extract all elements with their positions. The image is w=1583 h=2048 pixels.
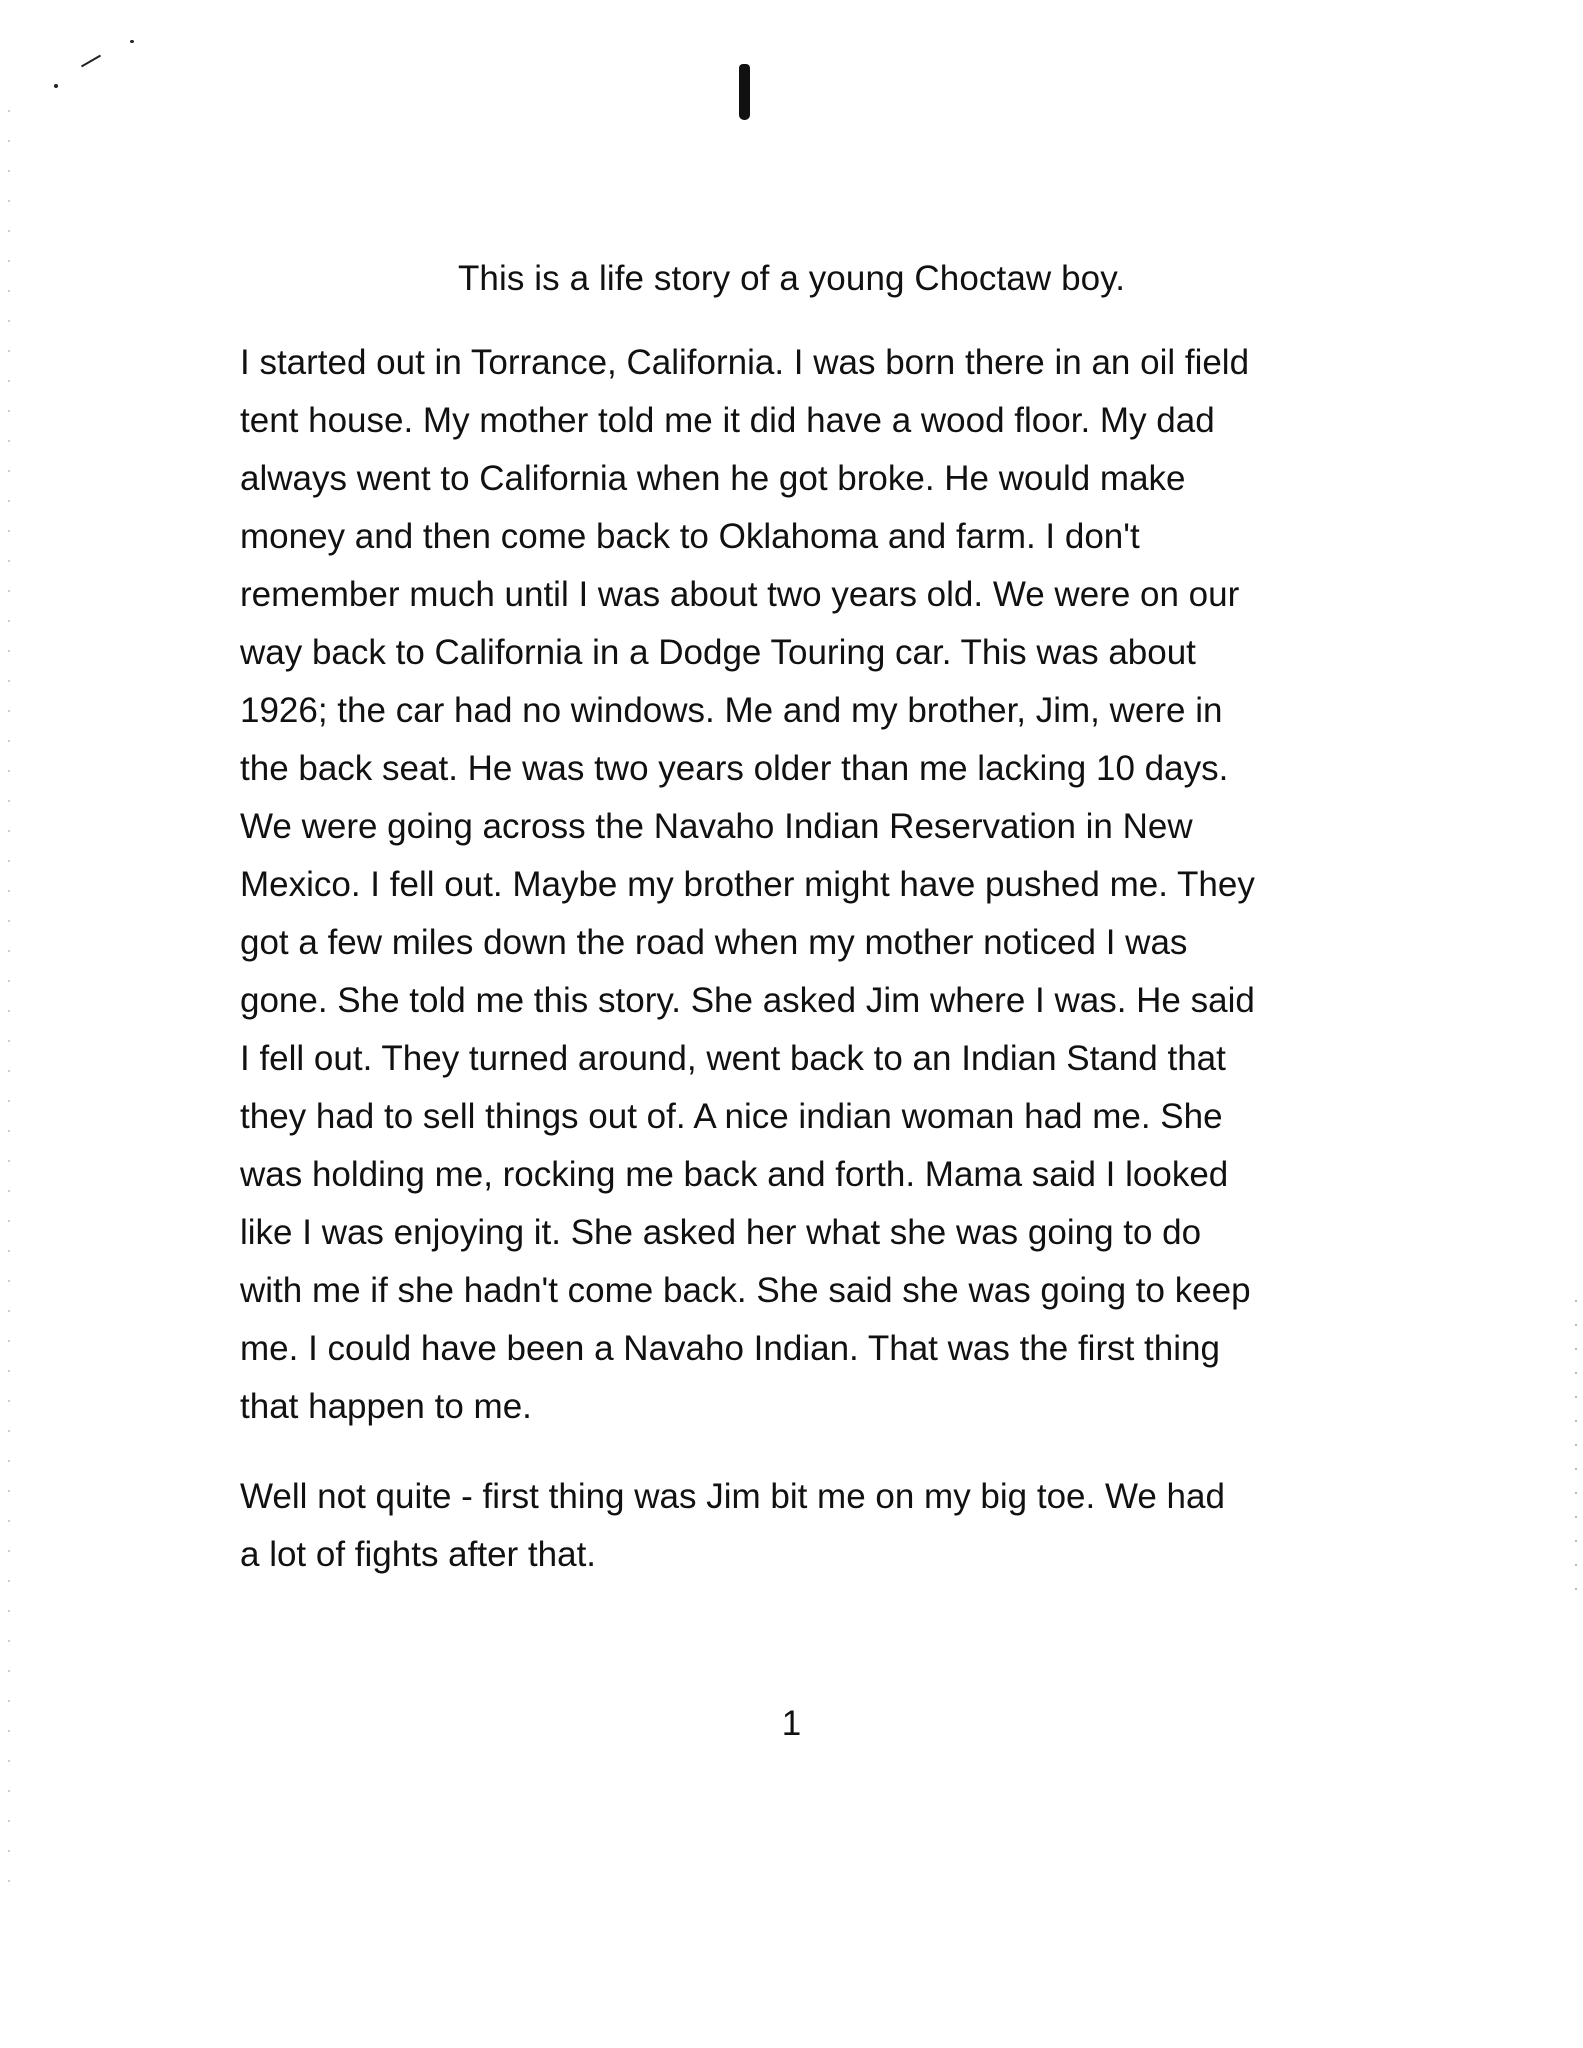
scan-mark-top — [739, 64, 750, 120]
text-line: Mexico. I fell out. Maybe my brother might have pushed me. They — [240, 865, 1255, 904]
text-line: that happen to me. — [240, 1387, 532, 1426]
text-line: was holding me, rocking me back and forth. Mama said I looked — [240, 1155, 1229, 1194]
paragraph-1 — [240, 334, 1370, 1436]
text-line: the back seat. He was two years older than me lacking 10 days. — [240, 749, 1229, 788]
document-title: This is a life story of a young Choctaw boy. — [457, 259, 1126, 298]
scan-speck — [54, 84, 58, 88]
scan-speck — [130, 40, 134, 43]
text-line: I started out in Torrance, California. I was born there in an oil field — [240, 343, 1250, 382]
text-line: they had to sell things out of. A nice indian woman had me. She — [240, 1097, 1223, 1136]
text-line: 1926; the car had no windows. Me and my brother, Jim, were in — [240, 691, 1223, 730]
text-line: a lot of fights after that. — [240, 1535, 597, 1574]
scan-speck — [81, 55, 101, 68]
text-line: like I was enjoying it. She asked her what she was going to do — [240, 1213, 1202, 1252]
text-line: We were going across the Navaho Indian Reservation in New — [240, 807, 1193, 846]
text-line: me. I could have been a Navaho Indian. That was the first thing — [240, 1329, 1220, 1368]
text-line: money and then come back to Oklahoma and farm. I don't — [240, 517, 1140, 556]
text-line: got a few miles down the road when my mother noticed I was — [240, 923, 1188, 962]
scan-margin-dots — [8, 110, 10, 1910]
text-line: way back to California in a Dodge Touring car. This was about — [240, 633, 1196, 672]
text-line: Well not quite - first thing was Jim bit me on my big toe. We had — [240, 1477, 1225, 1516]
text-line: remember much until I was about two years old. We were on our — [240, 575, 1240, 614]
text-line: I fell out. They turned around, went back to an Indian Stand that — [240, 1039, 1226, 1078]
page-number: 1 — [781, 1704, 802, 1743]
text-line: always went to California when he got broke. He would make — [240, 459, 1186, 498]
paragraph-2 — [240, 1468, 1370, 1584]
scan-margin-dots-right — [1575, 1300, 1577, 1600]
text-line: tent house. My mother told me it did have a wood floor. My dad — [240, 401, 1215, 440]
text-line: gone. She told me this story. She asked Jim where I was. He said — [240, 981, 1255, 1020]
text-line: with me if she hadn't come back. She said she was going to keep — [240, 1271, 1251, 1310]
